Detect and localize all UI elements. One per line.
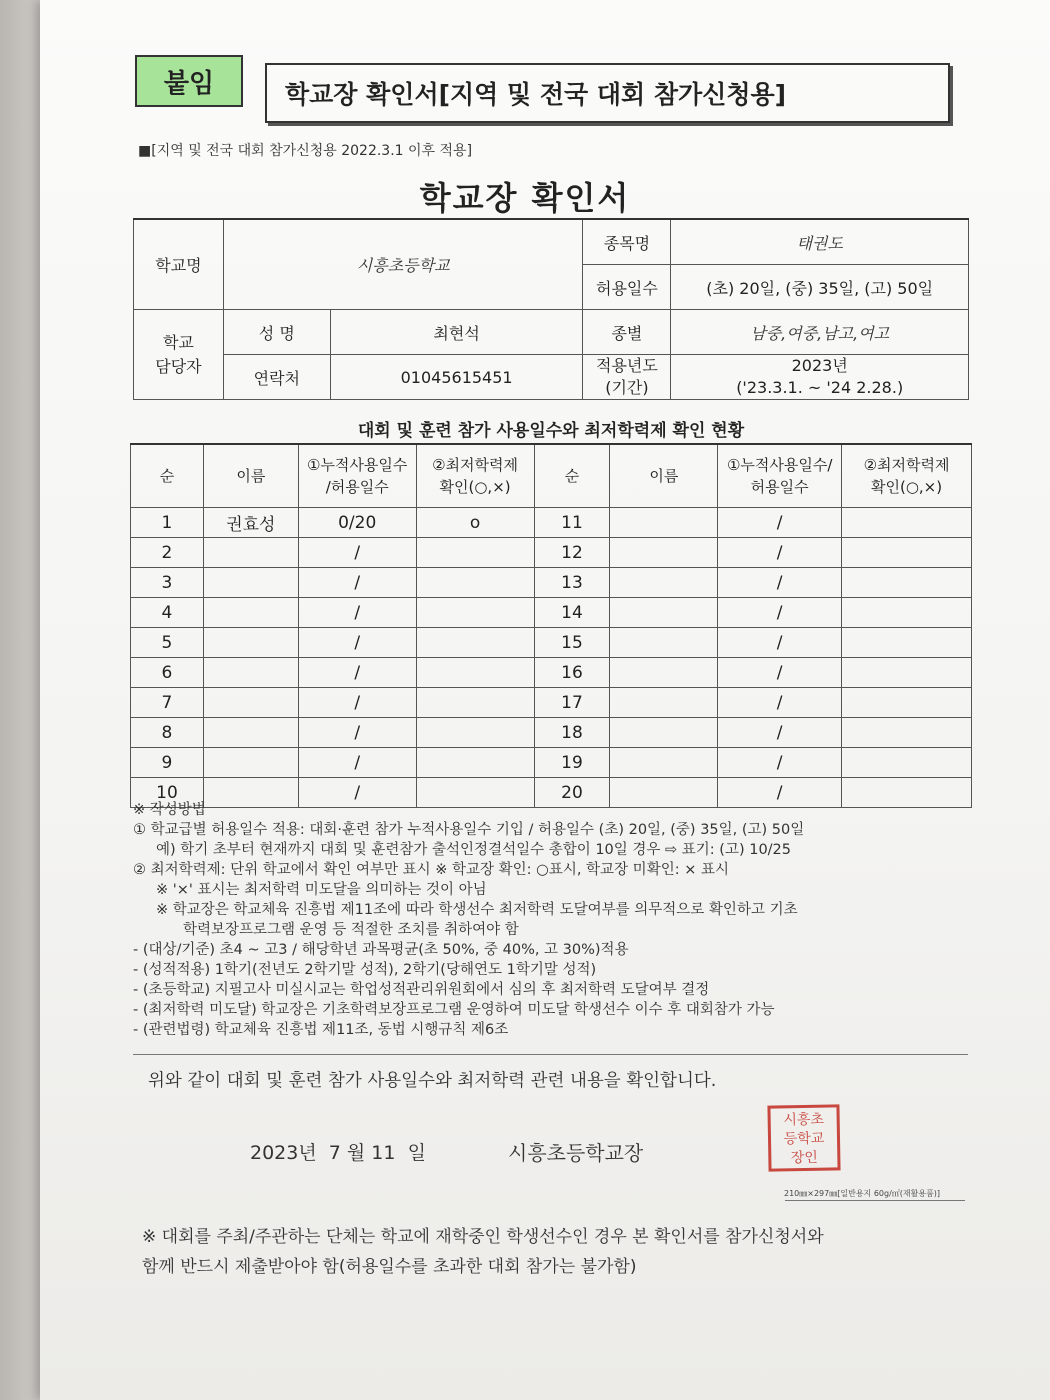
row-number: 3 — [131, 568, 204, 598]
student-name — [610, 628, 718, 658]
col-days-2: ①누적사용일수/ 허용일수 — [718, 444, 842, 508]
row-number: 18 — [534, 718, 610, 748]
roster-row — [131, 538, 972, 568]
document-title: 학교장 확인서 — [419, 179, 631, 217]
instruction-line: ※ 학교장은 학교체육 진흥법 제11조에 따라 학생선수 최저학력 도달여부를 의무적으로 확인하고 기초 — [156, 902, 798, 918]
days-used: / — [298, 628, 416, 658]
days-used: / — [718, 688, 842, 718]
academic-check — [416, 568, 534, 598]
instruction-line: 예) 학기 초부터 현재까지 대회 및 훈련참가 출석인정결석일수 총합이 10일 경우 ⇨ 표기: (고) 10/25 — [156, 842, 792, 858]
roster-row — [131, 748, 972, 778]
roster-row — [131, 628, 972, 658]
col-name-2: 이름 — [610, 444, 718, 508]
days-used: / — [298, 748, 416, 778]
academic-check — [416, 688, 534, 718]
row-number: 19 — [534, 748, 610, 778]
student-name — [610, 658, 718, 688]
row-number: 11 — [534, 508, 610, 538]
row-number: 9 — [131, 748, 204, 778]
footer-note: ※ 대회를 주최/주관하는 단체는 학교에 재학중인 학생선수인 경우 본 확인서를 참가신청서와 함께 반드시 제출받아야 함(허용일수를 초과한 대회 참가는 불가함) — [142, 1227, 824, 1277]
confirmation-text: 위와 같이 대회 및 훈련 참가 사용일수와 최저학력 관련 내용을 확인합니다. — [148, 1071, 717, 1091]
days-used: / — [298, 658, 416, 688]
days-used: / — [718, 658, 842, 688]
applies-note: ■[지역 및 전국 대회 참가신청용 2022.3.1 이후 적용] — [138, 143, 473, 159]
days-used: / — [718, 748, 842, 778]
days-value: (초) 20일, (중) 35일, (고) 50일 — [671, 265, 969, 310]
days-used: / — [298, 598, 416, 628]
days-used: / — [298, 538, 416, 568]
student-name — [203, 658, 298, 688]
year-value: 2023년 ('23.3.1. ~ '24 2.28.) — [671, 355, 969, 400]
paper-spec: 210㎜×297㎜[일반용지 60g/㎡(재활용품)] — [784, 1189, 941, 1198]
instruction-line: - (최저학력 미도달) 학교장은 기초학력보장프로그램 운영하여 미도달 학생선수 이수 후 대회참가 가능 — [133, 1002, 775, 1018]
col-days: ①누적사용일수 /허용일수 — [298, 444, 416, 508]
row-number: 20 — [534, 778, 610, 808]
student-name — [610, 748, 718, 778]
row-number: 6 — [131, 658, 204, 688]
academic-check — [842, 718, 972, 748]
instruction-line: ① 학교급별 허용일수 적용: 대회·훈련 참가 누적사용일수 기입 / 허용일수 (초) 20일, (중) 35일, (고) 50일 — [133, 822, 805, 838]
row-number: 8 — [131, 718, 204, 748]
student-name: 권효성 — [203, 508, 298, 538]
category-value: 남중,여중,남고,여고 — [671, 310, 969, 355]
roster-row — [131, 508, 972, 538]
signature-date: 2023년 7 월 11 일 — [250, 1142, 426, 1164]
row-number: 12 — [534, 538, 610, 568]
header-title: 학교장 확인서[지역 및 전국 대회 참가신청용] — [265, 63, 950, 123]
row-number: 14 — [534, 598, 610, 628]
academic-check — [842, 568, 972, 598]
student-name — [203, 598, 298, 628]
col-academic-2: ②최저학력제 확인(○,×) — [842, 444, 972, 508]
row-number: 13 — [534, 568, 610, 598]
info-table — [133, 218, 969, 400]
student-name — [610, 568, 718, 598]
days-used: / — [718, 508, 842, 538]
instruction-line: - (성적적용) 1학기(전년도 2학기말 성적), 2학기(당해연도 1학기말 성적) — [133, 962, 597, 978]
row-number: 16 — [534, 658, 610, 688]
days-used: / — [298, 568, 416, 598]
manager-label: 학교 담당자 — [134, 310, 224, 400]
section-title: 대회 및 훈련 참가 사용일수와 최저학력제 확인 현황 — [357, 421, 745, 441]
academic-check — [842, 748, 972, 778]
writing-instructions — [133, 800, 983, 1040]
roster-body — [131, 508, 972, 808]
roster-row — [131, 598, 972, 628]
days-used: 0/20 — [298, 508, 416, 538]
row-number: 5 — [131, 628, 204, 658]
days-used: / — [718, 628, 842, 658]
student-name — [203, 628, 298, 658]
days-used: / — [298, 718, 416, 748]
divider — [133, 1054, 968, 1055]
academic-check: o — [416, 508, 534, 538]
student-name — [203, 568, 298, 598]
instruction-line: ※ '×' 표시는 최저학력 미도달을 의미하는 것이 아님 — [156, 882, 487, 898]
academic-check — [416, 538, 534, 568]
roster-row — [131, 718, 972, 748]
days-label: 허용일수 — [583, 265, 671, 310]
row-number: 4 — [131, 598, 204, 628]
name-value: 최현석 — [330, 310, 583, 355]
student-name — [610, 688, 718, 718]
student-name — [203, 538, 298, 568]
row-number: 10 — [131, 778, 204, 808]
student-name — [610, 508, 718, 538]
days-used: / — [718, 538, 842, 568]
official-seal: 시흥초 등학교 장인 — [767, 1104, 840, 1171]
name-label: 성 명 — [223, 310, 330, 355]
row-number: 17 — [534, 688, 610, 718]
school-label: 학교명 — [134, 219, 224, 310]
days-used: / — [718, 598, 842, 628]
academic-check — [842, 628, 972, 658]
sport-value: 태권도 — [671, 219, 969, 265]
principal-title: 시흥초등학교장 — [508, 1141, 644, 1165]
student-name — [610, 718, 718, 748]
contact-value: 01045615451 — [330, 355, 583, 400]
academic-check — [416, 598, 534, 628]
academic-check — [416, 748, 534, 778]
academic-check — [416, 628, 534, 658]
instruction-line: 학력보장프로그램 운영 등 적절한 조치를 취하여야 함 — [183, 922, 519, 938]
student-name — [203, 748, 298, 778]
student-name — [610, 538, 718, 568]
academic-check — [842, 598, 972, 628]
academic-check — [842, 538, 972, 568]
col-no-2: 순 — [534, 444, 610, 508]
roster-row — [131, 568, 972, 598]
academic-check — [416, 658, 534, 688]
instruction-line: ② 최저학력제: 단위 학교에서 확인 여부만 표시 ※ 학교장 확인: ○표시, 학교장 미확인: × 표시 — [133, 862, 729, 878]
row-number: 15 — [534, 628, 610, 658]
roster-row — [131, 658, 972, 688]
roster-row — [131, 688, 972, 718]
col-name: 이름 — [203, 444, 298, 508]
days-used: / — [298, 688, 416, 718]
student-name — [203, 718, 298, 748]
academic-check — [416, 718, 534, 748]
days-used: / — [298, 778, 416, 808]
sport-label: 종목명 — [583, 219, 671, 265]
days-used: / — [718, 778, 842, 808]
student-name — [203, 688, 298, 718]
days-used: / — [718, 718, 842, 748]
row-number: 7 — [131, 688, 204, 718]
year-label: 적용년도 (기간) — [583, 355, 671, 400]
student-name — [610, 598, 718, 628]
school-value: 시흥초등학교 — [223, 219, 583, 310]
divider-small — [785, 1200, 965, 1201]
category-label: 종별 — [583, 310, 671, 355]
academic-check — [842, 508, 972, 538]
roster-table — [130, 443, 972, 808]
instruction-line: ※ 작성방법 — [133, 802, 206, 818]
academic-check — [842, 658, 972, 688]
row-number: 2 — [131, 538, 204, 568]
instruction-line: - (초등학교) 지필고사 미실시교는 학업성적관리위원회에서 심의 후 최저학력 도달여부 결정 — [133, 982, 710, 998]
col-no: 순 — [131, 444, 204, 508]
days-used: / — [718, 568, 842, 598]
instruction-line: - (관련법령) 학교체육 진흥법 제11조, 동법 시행규칙 제6조 — [133, 1022, 509, 1038]
attachment-tag: 붙임 — [135, 55, 243, 107]
contact-label: 연락처 — [223, 355, 330, 400]
row-number: 1 — [131, 508, 204, 538]
instruction-line: - (대상/기준) 초4 ~ 고3 / 해당학년 과목평균(초 50%, 중 40%, 고 30%)적용 — [133, 942, 629, 958]
col-academic: ②최저학력제 확인(○,×) — [416, 444, 534, 508]
academic-check — [842, 688, 972, 718]
